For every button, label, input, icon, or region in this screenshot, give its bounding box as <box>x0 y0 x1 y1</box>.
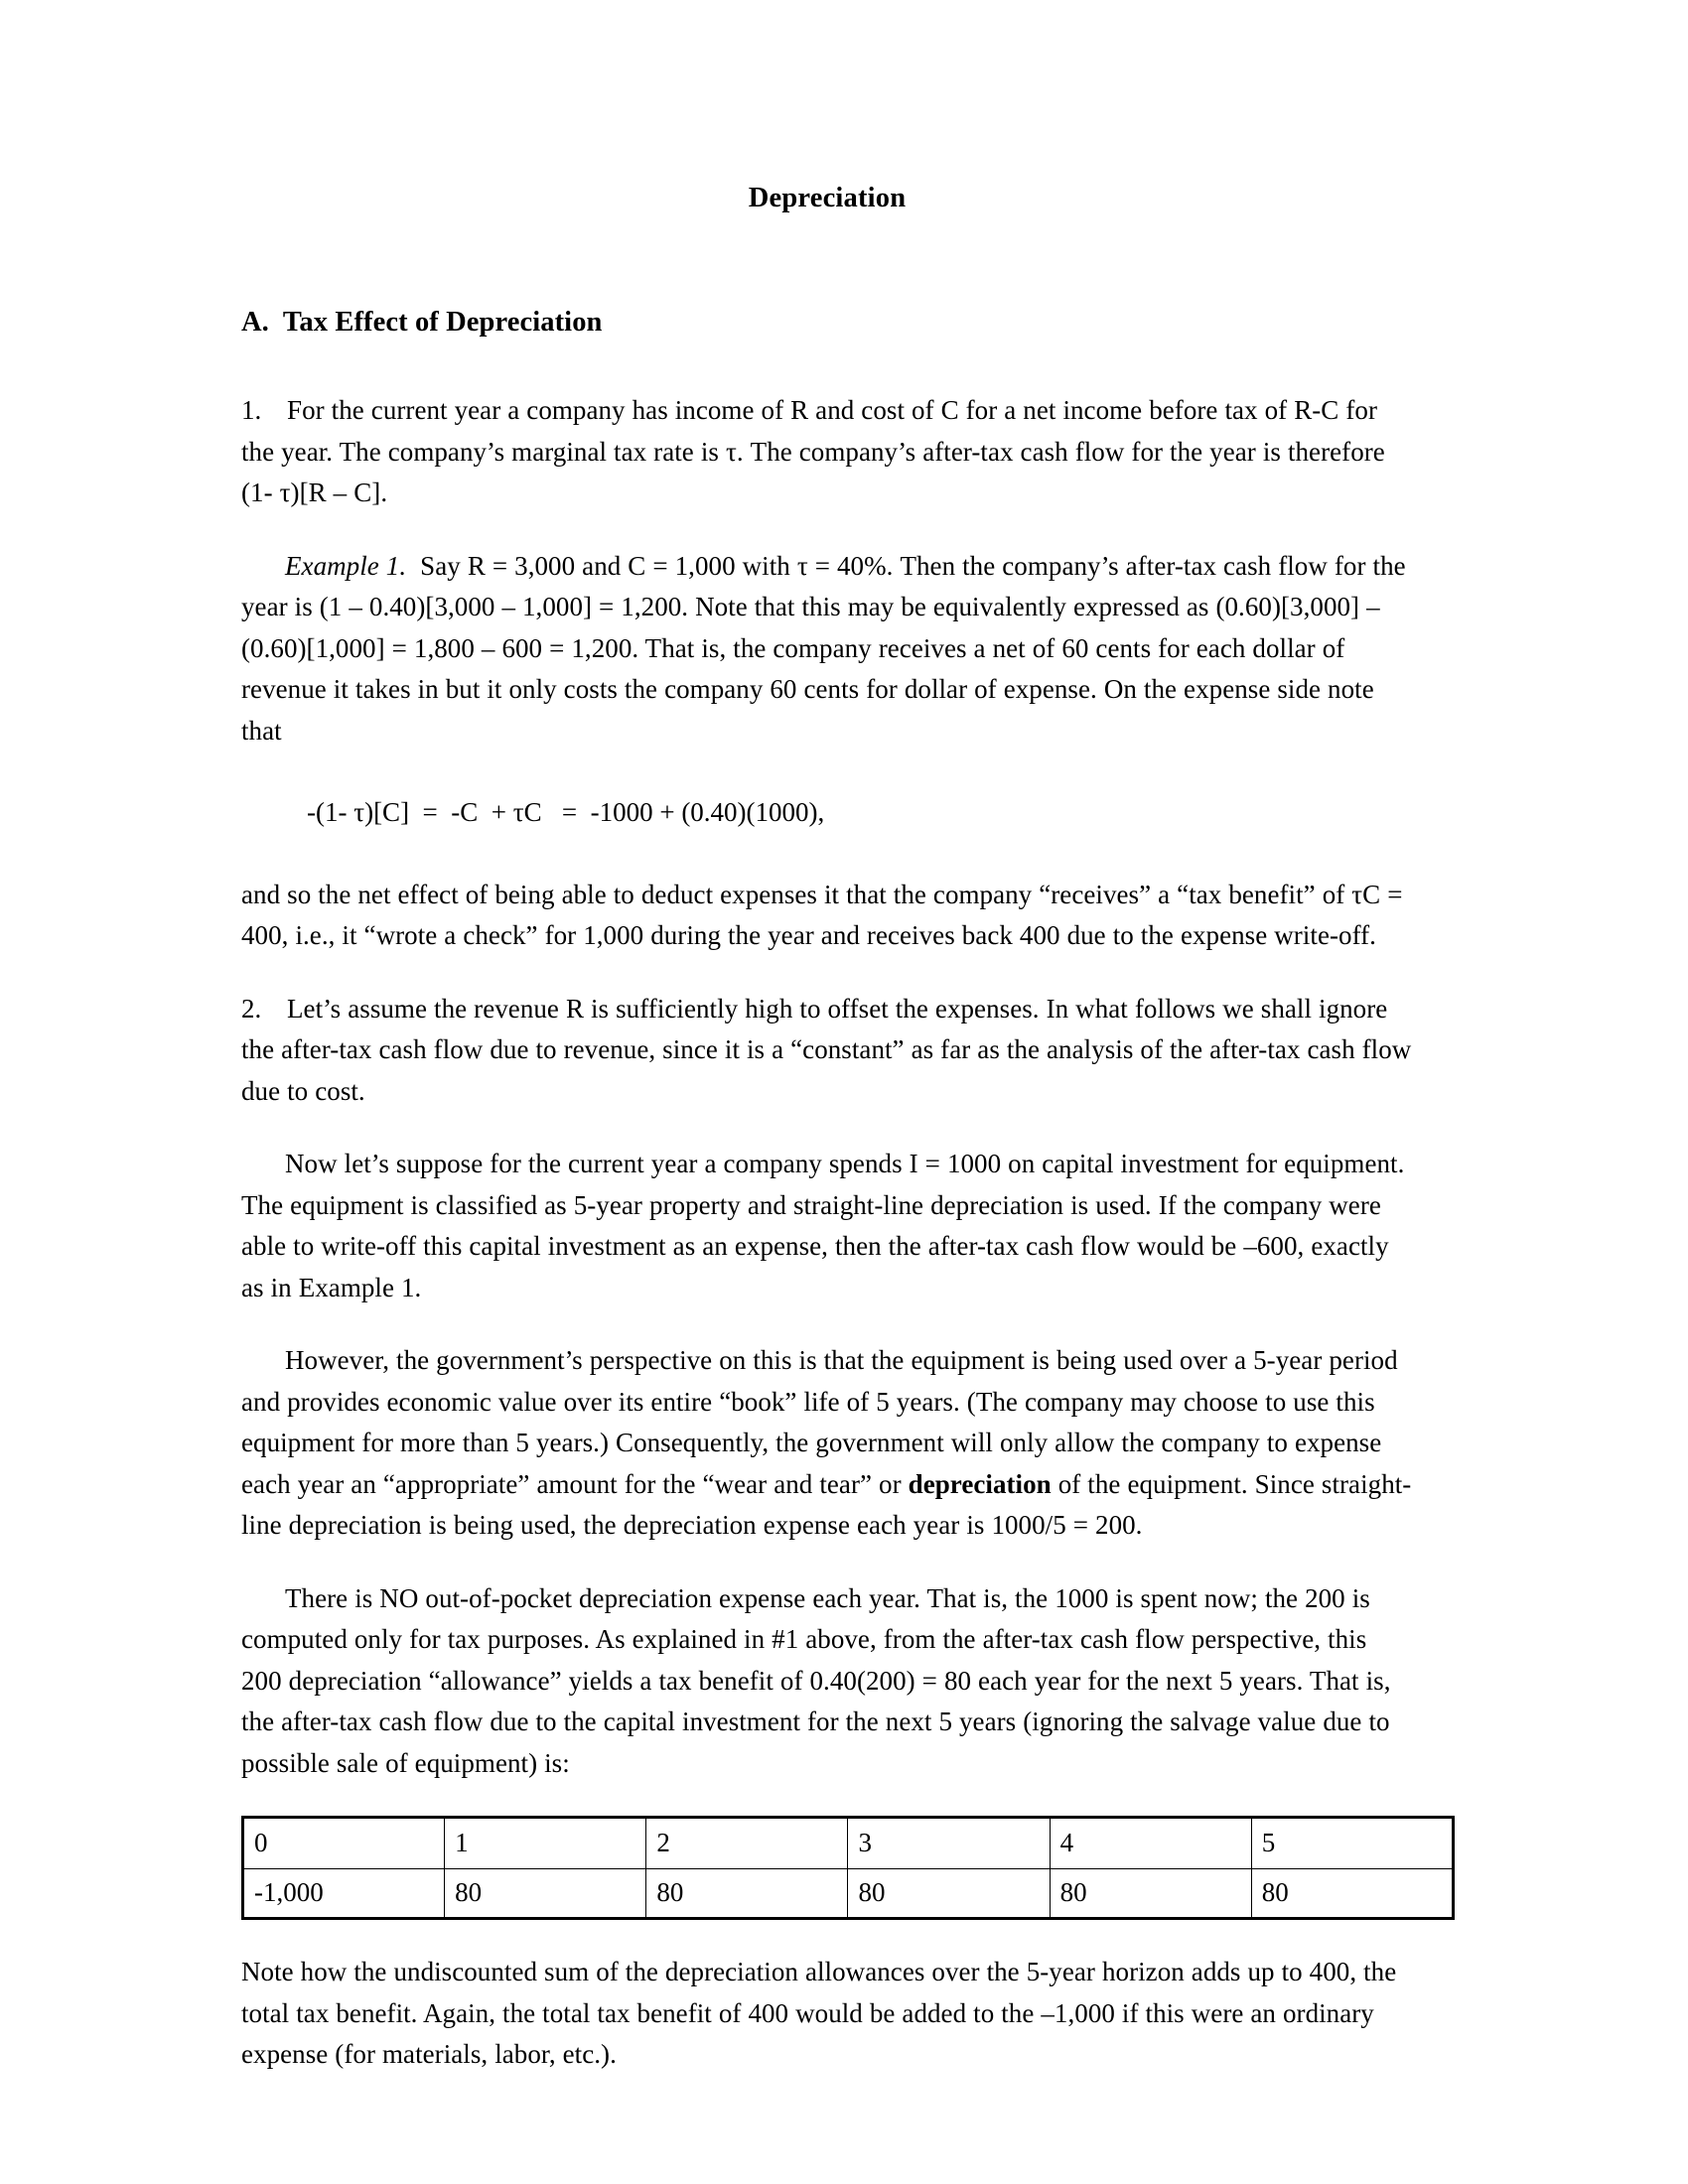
paragraph-there-is-no-text: There is NO out-of-pocket depreciation expense each year. That is, the 1000 is spent now; the 200 is computed only for tax purposes. As explained in #1 above, from the after-tax cash flow perspective, this 200 depreciation “allowance” yields a tax benefit of 0.40(200) = 80 each year for the next 5 years. That is, the after-tax cash flow due to the capital investment for the next 5 years (ignoring the salvage value due to possible sale of equipment) is: <box>241 1582 1391 1778</box>
gap-2 <box>241 751 1413 792</box>
paragraph-there-is-no <box>241 1578 1413 1785</box>
table-cell-period-2: 2 <box>646 1818 848 1869</box>
heading-spacer <box>241 337 1413 390</box>
section-letter: A. <box>241 306 269 338</box>
table-cell-period-0: 0 <box>243 1818 445 1869</box>
table-cell-period-3: 3 <box>848 1818 1050 1869</box>
table-cell-period-1: 1 <box>445 1818 646 1869</box>
paragraph-2-text: Let’s assume the revenue R is sufficiently high to offset the expenses. In what follows we shall ignore the after-tax cash flow due to revenue, since it is a “constant” as far as the analysis of the after-tax cash flow due to cost. <box>241 993 1412 1106</box>
paragraph-now-lets-suppose-text: Now let’s suppose for the current year a company spends I = 1000 on capital investment for equipment. The equipment is classified as 5-year property and straight-line depreciation is used. If the company were able to write-off this capital investment as an expense, then the after-tax cash flow would be –600, exactly as in Example 1. <box>241 1149 1405 1302</box>
paragraph-example-1 <box>241 546 1413 752</box>
gap-9 <box>241 1920 1413 1952</box>
table-row-periods <box>243 1818 1454 1869</box>
table-cell-value-3: 80 <box>848 1869 1050 1919</box>
document-body <box>241 185 1413 2076</box>
paragraph-1-number: 1. <box>241 395 262 425</box>
depreciation-bold-term: depreciation <box>908 1468 1052 1499</box>
gap-3 <box>241 834 1413 875</box>
paragraph-however-part-2: of the equipment. Since straight-line depreciation is being used, the depreciation expense each year is 1000/5 = 200. <box>241 1468 1412 1540</box>
table-cell-value-4: 80 <box>1050 1869 1251 1919</box>
gap-4 <box>241 957 1413 989</box>
table-cell-value-5: 80 <box>1251 1869 1453 1919</box>
paragraph-2 <box>241 989 1413 1113</box>
gap-5 <box>241 1112 1413 1144</box>
table-cell-period-4: 4 <box>1050 1818 1251 1869</box>
table-row-values <box>243 1869 1454 1919</box>
paragraph-note-how: Note how the undiscounted sum of the depreciation allowances over the 5-year horizon adds up to 400, the total tax benefit. Again, the total tax benefit of 400 would be added to the –1,000 if this were an ordinary expense (for materials, labor, etc.). <box>241 1957 1397 2069</box>
paragraph-1 <box>241 390 1413 514</box>
example-1-text: Say R = 3,000 and C = 1,000 with τ = 40%. Then the company’s after-tax cash flow for the year is (1 – 0.40)[3,000 – 1,000] = 1,200. Note that this may be equivalently expressed as (0.60)[3,000] – (0.60)[1,000] = 1,800 – 600 = 1,200. That is, the company receives a net of 60 cents for each dollar of revenue it takes in but it only costs the company 60 cents for dollar of expense. On the expense side note that <box>241 550 1406 746</box>
displayed-equation: -(1- τ)[C] = -C + τC = -1000 + (0.40)(1000), <box>307 797 825 827</box>
page-title: Depreciation <box>748 183 907 213</box>
gap-8 <box>241 1784 1413 1816</box>
example-1-label: Example 1. <box>285 550 407 581</box>
paragraph-2-number: 2. <box>241 993 262 1024</box>
paragraph-1-text: For the current year a company has income of R and cost of C for a net income before tax of R-C for the year. The company’s marginal tax rate is τ. The company’s after-tax cash flow for the year is therefore (1- τ)[R – C]. <box>241 395 1385 507</box>
gap-6 <box>241 1308 1413 1340</box>
paragraph-after-equation: and so the net effect of being able to deduct expenses it that the company “receives” a “tax benefit” of τC = 400, i.e., it “wrote a check” for 1,000 during the year and receives back 400 due to the expense write-off. <box>241 879 1403 950</box>
paragraph-now-lets-suppose <box>241 1144 1413 1308</box>
table-cell-period-5: 5 <box>1251 1818 1453 1869</box>
section-heading <box>241 306 1413 338</box>
paragraph-however-part-1: However, the government’s perspective on this is that the equipment is being used over a 5-year period and provides economic value over its entire “book” life of 5 years. (The company may choose to use this equipment for more than 5 years.) Consequently, the government will only allow the company to expense each year an “appropriate” amount for the “wear and tear” or <box>241 1345 1398 1499</box>
paragraph-however <box>241 1340 1413 1547</box>
table-cell-value-0: -1,000 <box>243 1869 445 1919</box>
gap-7 <box>241 1547 1413 1578</box>
gap-1 <box>241 514 1413 546</box>
cash-flow-table <box>241 1816 1455 1920</box>
table-cell-value-2: 80 <box>646 1869 848 1919</box>
table-cell-value-1: 80 <box>445 1869 646 1919</box>
title-spacer <box>241 213 1413 309</box>
section-heading-label: Tax Effect of Depreciation <box>282 306 603 338</box>
